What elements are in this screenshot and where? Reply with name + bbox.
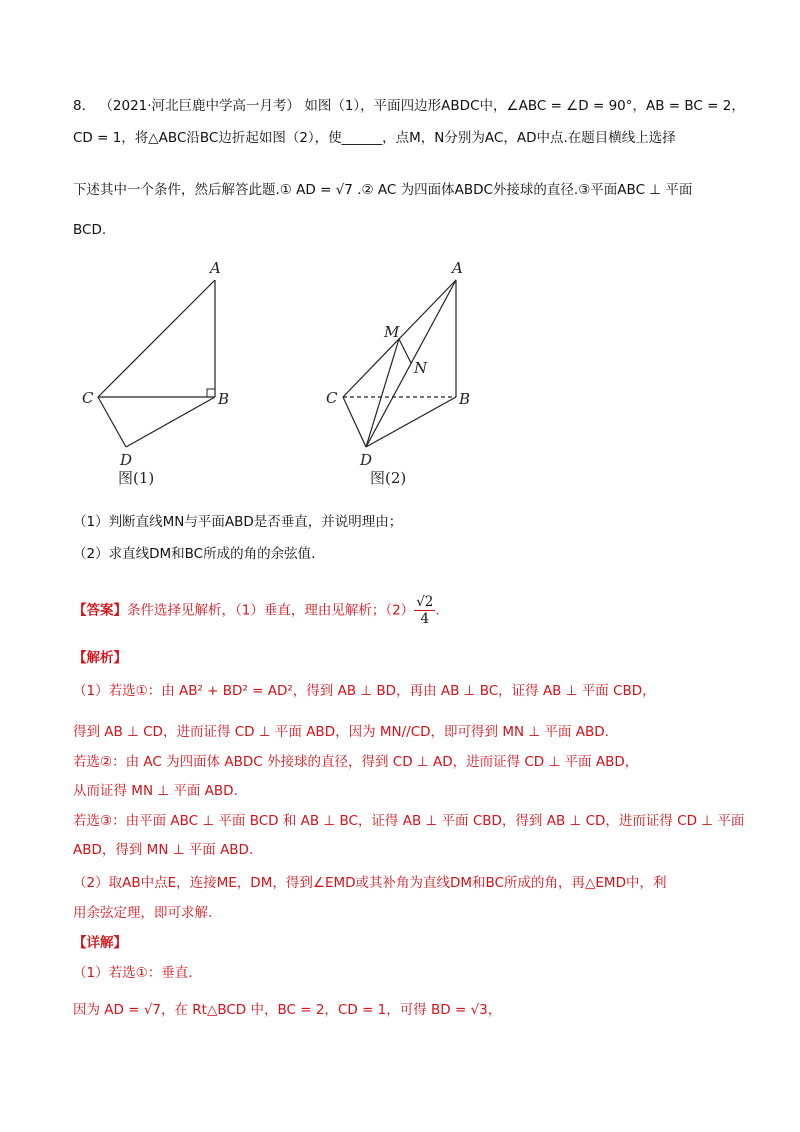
edge-CA xyxy=(343,280,456,397)
label-A: A xyxy=(210,259,221,277)
analysis-line-3: 若选②：由 AC 为四面体 ABDC 外接球的直径，得到 CD ⊥ AD，进而证得 CD ⊥ 平面 ABD， xyxy=(73,754,639,770)
answer-tag: 【答案】 xyxy=(73,602,127,619)
problem-line-1 xyxy=(73,96,745,116)
answer-text: 条件选择见解析，（1）垂直，理由见解析；（2） xyxy=(127,602,415,619)
figure-1-caption: 图(1) xyxy=(118,469,155,487)
label-M: M xyxy=(384,323,400,341)
analysis-line-6: ABD，得到 MN ⊥ 平面 ABD. xyxy=(73,842,254,858)
label-N: N xyxy=(414,359,428,377)
problem-line-2: CD = 1，将△ABC沿BC边折起如图（2），使______，点M，N分别为AC，AD中点.在题目横线上选择 xyxy=(73,130,676,146)
answer-fraction-denominator: 4 xyxy=(420,611,430,627)
problem-text-1: 如图（1），平面四边形ABDC中，∠ABC = ∠D = 90°，AB = BC = 2， xyxy=(304,98,745,114)
detail-line-1: （1）若选①：垂直. xyxy=(73,965,193,981)
edge-DB xyxy=(126,397,215,447)
analysis-line-8: 用余弦定理，即可求解. xyxy=(73,905,213,921)
label-D: D xyxy=(120,451,133,469)
answer-end: . xyxy=(435,602,440,619)
edge-MN xyxy=(399,339,411,363)
detail-line-2: 因为 AD = √7，在 Rt△BCD 中，BC = 2，CD = 1，可得 BD = √3， xyxy=(73,1002,502,1018)
edge-CA xyxy=(98,280,215,397)
detail-tag: 【详解】 xyxy=(73,935,127,951)
figure-1 xyxy=(70,255,250,490)
edge-CD xyxy=(343,397,366,447)
label-C: C xyxy=(326,389,338,407)
edge-CD xyxy=(98,397,126,447)
analysis-line-2: 得到 AB ⊥ CD，进而证得 CD ⊥ 平面 ABD，因为 MN//CD，即可得到 MN ⊥ 平面 ABD. xyxy=(73,724,609,740)
analysis-line-4: 从而证得 MN ⊥ 平面 ABD. xyxy=(73,783,238,799)
answer-fraction xyxy=(414,594,435,627)
problem-line-3: 下述其中一个条件，然后解答此题.① AD = √7 .② AC 为四面体ABDC外接球的直径.③平面ABC ⊥ 平面 xyxy=(73,182,693,198)
question-1: （1）判断直线MN与平面ABD是否垂直，并说明理由； xyxy=(73,514,403,530)
label-D: D xyxy=(360,451,373,469)
label-B: B xyxy=(459,390,471,408)
problem-line-4: BCD. xyxy=(73,222,107,238)
label-C: C xyxy=(82,389,94,407)
question-2: （2）求直线DM和BC所成的角的余弦值. xyxy=(73,546,316,562)
analysis-line-5: 若选③：由平面 ABC ⊥ 平面 BCD 和 AB ⊥ BC，证得 AB ⊥ 平面 CBD，得到 AB ⊥ CD，进而证得 CD ⊥ 平面 xyxy=(73,813,745,829)
figure-2 xyxy=(318,255,498,490)
label-A: A xyxy=(452,259,463,277)
problem-number: 8． xyxy=(73,98,96,114)
figure-2-caption: 图(2) xyxy=(370,469,407,487)
answer-fraction-numerator: √2 xyxy=(416,594,434,610)
right-angle-mark xyxy=(207,389,215,397)
problem-source: （2021·河北巨鹿中学高一月考） xyxy=(99,98,301,114)
label-B: B xyxy=(218,390,230,408)
analysis-line-7: （2）取AB中点E，连接ME，DM，得到∠EMD或其补角为直线DM和BC所成的角，再△EMD中，利 xyxy=(73,875,667,891)
analysis-line-1: （1）若选①：由 AB² + BD² = AD²，得到 AB ⊥ BD，再由 AB ⊥ BC，证得 AB ⊥ 平面 CBD， xyxy=(73,683,656,699)
answer-line xyxy=(73,594,440,627)
analysis-tag: 【解析】 xyxy=(73,650,127,666)
